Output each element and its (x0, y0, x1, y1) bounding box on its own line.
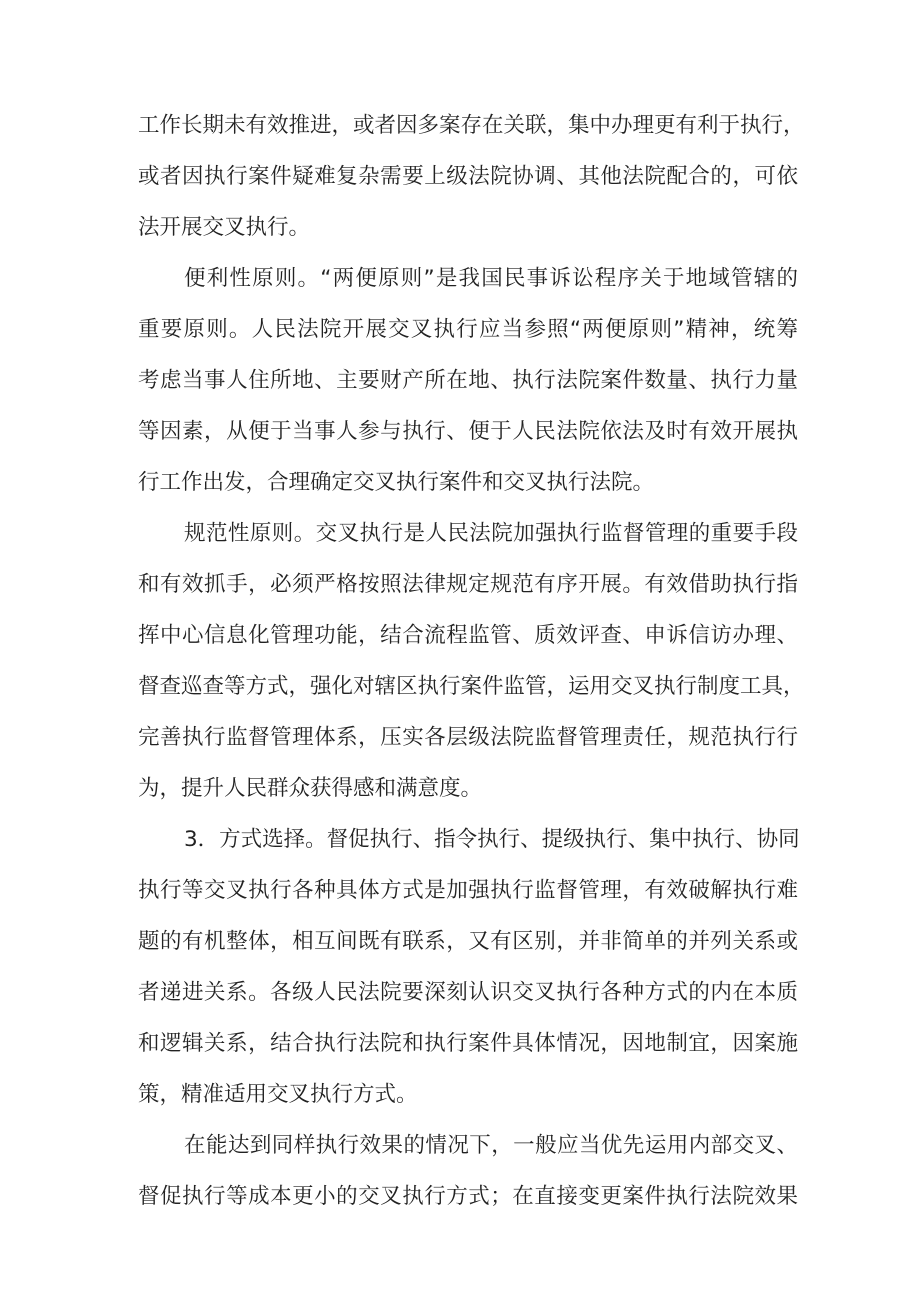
text-line: 法开展交叉执行。 (138, 215, 311, 240)
text-line: 督促执行等成本更小的交叉执行方式；在直接变更案件执行法院效果 (138, 1184, 798, 1209)
text-line: 策，精准适用交叉执行方式。 (138, 1082, 418, 1107)
text-line: 考虑当事人住所地、主要财产所在地、执行法院案件数量、执行力量 (138, 368, 798, 393)
text-line: 题的有机整体，相互间既有联系，又有区别，并非简单的并列关系或 (138, 929, 798, 954)
text-line: 在能达到同样执行效果的情况下，一般应当优先运用内部交叉、 (184, 1133, 798, 1158)
text-line: 者递进关系。各级人民法院要深刻认识交叉执行各种方式的内在本质 (138, 980, 798, 1005)
text-line: 或者因执行案件疑难复杂需要上级法院协调、其他法院配合的，可依 (138, 164, 798, 189)
text-line: 和逻辑关系，结合执行法院和执行案件具体情况，因地制宜，因案施 (138, 1031, 798, 1056)
text-line: 规范性原则。交叉执行是人民法院加强执行监督管理的重要手段 (184, 521, 798, 546)
text-line: 执行等交叉执行各种具体方式是加强执行监督管理，有效破解执行难 (138, 878, 798, 903)
text-line: 重要原则。人民法院开展交叉执行应当参照“两便原则”精神，统筹 (138, 317, 798, 342)
text-line: 为，提升人民群众获得感和满意度。 (138, 776, 483, 801)
text-line: 行工作出发，合理确定交叉执行案件和交叉执行法院。 (138, 470, 655, 495)
text-line: 和有效抓手，必须严格按照法律规定规范有序开展。有效借助执行指 (138, 572, 798, 597)
text-line: 等因素，从便于当事人参与执行、便于人民法院依法及时有效开展执 (138, 419, 798, 444)
text-line: 完善执行监督管理体系，压实各层级法院监督管理责任，规范执行行 (138, 725, 798, 750)
text-line: 督查巡查等方式，强化对辖区执行案件监管，运用交叉执行制度工具， (138, 674, 805, 699)
text-line: 3．方式选择。督促执行、指令执行、提级执行、集中执行、协同 (184, 827, 800, 852)
text-line: 工作长期未有效推进，或者因多案存在关联，集中办理更有利于执行， (138, 113, 805, 138)
text-line: 便利性原则。“两便原则”是我国民事诉讼程序关于地域管辖的 (184, 266, 798, 291)
text-line: 挥中心信息化管理功能，结合流程监管、质效评查、申诉信访办理、 (138, 623, 798, 648)
